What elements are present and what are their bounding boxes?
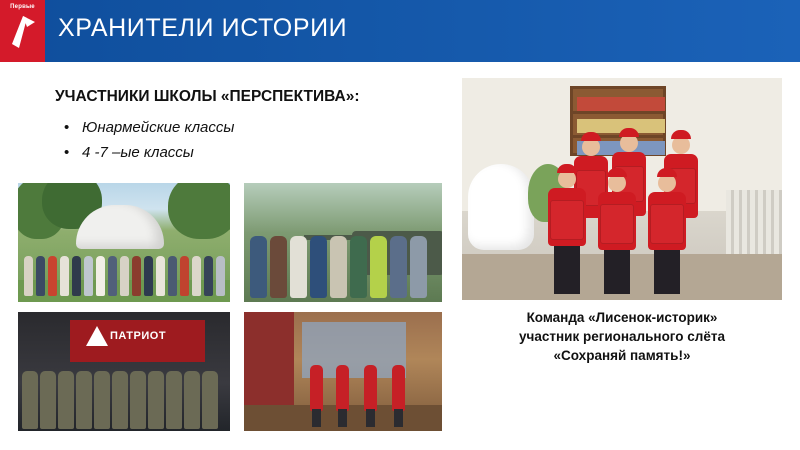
page-title: ХРАНИТЕЛИ ИСТОРИИ <box>58 14 348 42</box>
caption-line-3: «Сохраняй память!» <box>553 348 691 363</box>
header-bar <box>0 0 800 62</box>
photo-students-outdoors <box>18 183 230 302</box>
list-item: • Юнармейские классы <box>60 115 440 140</box>
photo-caption <box>462 308 782 365</box>
photo-cadets-indoor: ПАТРИОТ <box>18 312 230 431</box>
photo-people-near-tank <box>244 183 442 302</box>
caption-line-1: Команда «Лисенок-историк» <box>526 310 718 325</box>
number-one-flag-icon <box>9 14 37 54</box>
photo-stage-performance <box>244 312 442 431</box>
brand-logo-label: Первые <box>10 4 35 10</box>
bullet-list <box>60 115 440 165</box>
list-item: • 4 -7 –ые классы <box>60 140 440 165</box>
caption-line-2: участник регионального слёта <box>519 329 725 344</box>
brand-logo <box>0 0 45 62</box>
photo-team-red-sweatshirts <box>462 78 782 300</box>
section-subtitle: УЧАСТНИКИ ШКОЛЫ «ПЕРСПЕКТИВА»: <box>55 88 360 105</box>
